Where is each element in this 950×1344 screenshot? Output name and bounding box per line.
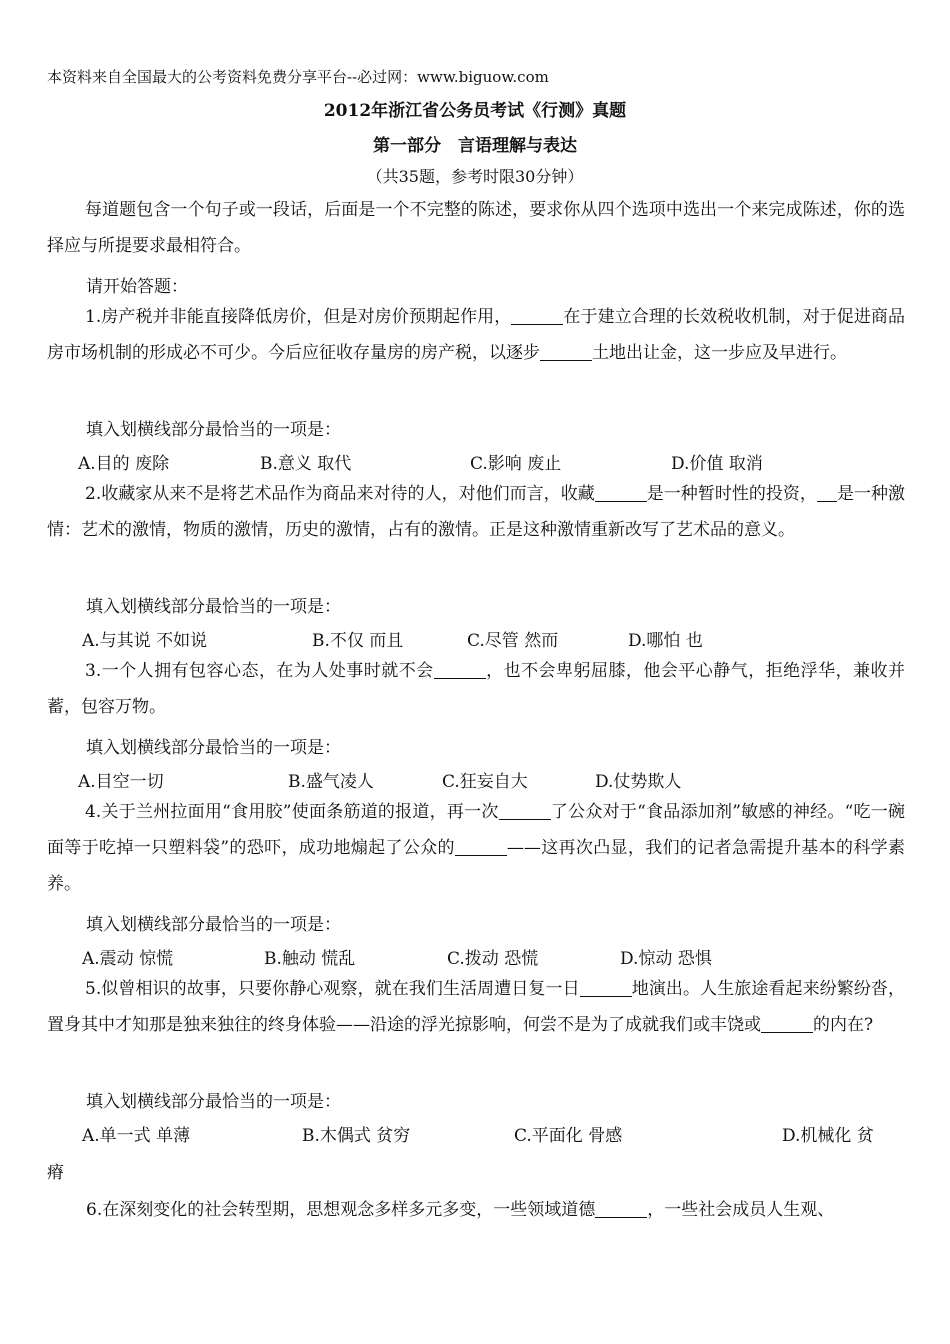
q5-blank-2	[761, 1014, 813, 1033]
q2-blank-1	[595, 483, 647, 502]
q6-blank-1	[595, 1199, 647, 1218]
q4-option-d: D.惊动 恐惧	[620, 949, 712, 969]
q2-part-3: 是一种激情：艺术的激情，物质的激情，历史的激情，占有的激情。正是这种激情重新改写了艺术品的意义。	[47, 484, 906, 540]
q3-option-c: C.狂妄自大	[442, 772, 528, 792]
q5-part-3: 的内在?	[813, 1015, 874, 1035]
question-6-text	[86, 1195, 834, 1220]
question-2-text	[47, 476, 905, 548]
q2-option-a: A.与其说 不如说	[82, 631, 208, 651]
q1-part-1: 1.房产税并非能直接降低房价，但是对房价预期起作用，	[85, 307, 512, 327]
q5-blank-1	[580, 978, 632, 997]
source-line: 本资料来自全国最大的公考资料免费分享平台--必过网：www.biguow.com	[47, 68, 549, 86]
q5-option-d: D.机械化 贫	[782, 1126, 874, 1146]
q4-part-2: 了公众对于“食品添加剂”敏感的神经。“吃一碗面等于吃掉一只塑料袋”的恐吓，成功地煽起了公众的	[47, 802, 905, 858]
q3-option-d: D.仗势欺人	[595, 772, 682, 792]
q2-part-2: 是一种暂时性的投资，	[646, 484, 817, 504]
section-title: 第一部分 言语理解与表达	[373, 136, 577, 156]
q3-part-1: 3.一个人拥有包容心态，在为人处事时就不会	[85, 661, 434, 681]
q4-option-c: C.拨动 恐慌	[447, 949, 539, 969]
q6-part-2: ，一些社会成员人生观、	[647, 1200, 835, 1220]
q1-option-a: A.目的 废除	[78, 454, 170, 474]
q3-option-b: B.盛气凌人	[288, 772, 374, 792]
q1-option-b: B.意义 取代	[260, 454, 352, 474]
q6-part-1: 6.在深刻变化的社会转型期，思想观念多样多元多变，一些领域道德	[86, 1200, 596, 1220]
section-note: （共35题，参考时限30分钟）	[366, 167, 584, 186]
q2-option-d: D.哪怕 也	[628, 631, 703, 651]
q4-option-b: B.触动 慌乱	[264, 949, 356, 969]
q3-instruction: 填入划横线部分最恰当的一项是：	[86, 738, 341, 758]
q4-blank-2	[455, 837, 507, 856]
q2-option-b: B.不仅 而且	[312, 631, 404, 651]
question-4-text	[47, 794, 905, 902]
q4-blank-1	[499, 801, 551, 820]
question-3-text	[47, 653, 905, 725]
q1-blank-1	[511, 306, 563, 325]
q4-option-a: A.震动 惊慌	[82, 949, 174, 969]
q1-option-d: D.价值 取消	[671, 454, 763, 474]
q5-option-c: C.平面化 骨感	[514, 1126, 623, 1146]
q5-instruction: 填入划横线部分最恰当的一项是：	[86, 1092, 341, 1112]
q1-part-2: 在于建立合理的长效税收机制，对于促进商品房市场机制的形成必不可少。今后应征收存量房的房产税，以逐步	[47, 307, 906, 363]
q5-option-d-wrap: 瘠	[47, 1163, 64, 1183]
q2-option-c: C.尽管 然而	[467, 631, 559, 651]
intro-paragraph: 每道题包含一个句子或一段话，后面是一个不完整的陈述，要求你从四个选项中选出一个来完成陈述，你的选择应与所提要求最相符合。	[47, 200, 905, 256]
q3-part-2: ，也不会卑躬屈膝，他会平心静气，拒绝浮华，兼收并蓄，包容万物。	[47, 661, 905, 717]
page-title: 2012年浙江省公务员考试《行测》真题	[323, 101, 627, 121]
q5-option-a: A.单一式 单薄	[82, 1126, 191, 1146]
q2-instruction: 填入划横线部分最恰当的一项是：	[86, 597, 341, 617]
question-5-text	[47, 971, 905, 1043]
q5-part-1: 5.似曾相识的故事，只要你静心观察，就在我们生活周遭日复一日	[85, 979, 580, 999]
q3-blank-1	[434, 660, 486, 679]
q2-blank-2	[817, 483, 837, 502]
q4-part-3: ——这再次凸显，我们的记者急需提升基本的科学素养。	[47, 838, 905, 894]
q4-instruction: 填入划横线部分最恰当的一项是：	[86, 915, 341, 935]
q5-option-b: B.木偶式 贫穷	[302, 1126, 411, 1146]
q1-instruction: 填入划横线部分最恰当的一项是：	[86, 420, 341, 440]
start-prompt: 请开始答题：	[86, 277, 188, 297]
question-1-text	[47, 299, 905, 371]
q2-part-1: 2.收藏家从来不是将艺术品作为商品来对待的人，对他们而言，收藏	[85, 484, 595, 504]
q1-part-3: 土地出让金，这一步应及早进行。	[592, 343, 847, 363]
q1-option-c: C.影响 废止	[470, 454, 562, 474]
q1-blank-2	[540, 342, 592, 361]
q4-part-1: 4.关于兰州拉面用“食用胶”使面条筋道的报道，再一次	[85, 802, 499, 822]
q5-part-2: 地演出。人生旅途看起来纷繁纷沓，置身其中才知那是独来独往的终身体验——沿途的浮光掠影响，何尝不是为了成就我们或丰饶或	[47, 979, 906, 1035]
q3-option-a: A.目空一切	[78, 772, 164, 792]
